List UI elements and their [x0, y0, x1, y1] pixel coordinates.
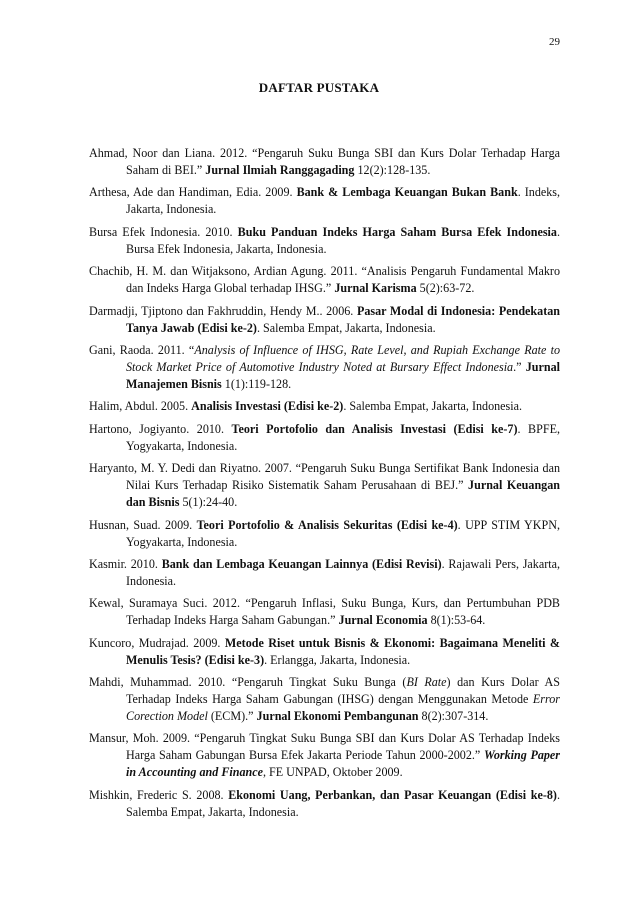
reference-text: Ahmad, Noor dan Liana. 2012. “Pengaruh Suku Bunga SBI dan Kurs Dolar Terhadap Harga Saham di BEI.” — [89, 146, 560, 177]
reference-text: Bursa Efek Indonesia. 2010. — [89, 224, 238, 239]
reference-emphasis: Buku Panduan Indeks Harga Saham Bursa Efek Indonesia — [237, 224, 557, 239]
reference-emphasis: Working Paper in Accounting and Finance — [126, 748, 560, 780]
reference-emphasis: BI Rate — [406, 675, 447, 690]
reference-emphasis: Teori Portofolio & Analisis Sekuritas (Edisi ke-4) — [196, 517, 458, 532]
reference-entry — [89, 398, 560, 415]
reference-entry — [89, 517, 560, 551]
reference-emphasis: Analysis of Influence of IHSG, Rate Level, and Rupiah Exchange Rate to Stock Market Price of Automotive Industry Noted at Bursary Effect Indonesia — [126, 342, 561, 374]
reference-entry — [89, 635, 560, 669]
reference-text: Hartono, Jogiyanto. 2010. — [89, 421, 232, 436]
reference-text: . Bursa Efek Indonesia, Jakarta, Indonesia. — [126, 224, 560, 256]
reference-emphasis: Jurnal Karisma — [334, 281, 417, 296]
reference-entry — [89, 184, 560, 218]
reference-entry — [89, 303, 560, 337]
reference-text: .” — [513, 359, 526, 374]
reference-text: 8(1):53-64. — [427, 613, 486, 628]
reference-entry — [89, 787, 560, 821]
reference-entry — [89, 342, 560, 393]
reference-text: , FE UNPAD, Oktober 2009. — [262, 765, 403, 780]
reference-entry — [89, 595, 560, 629]
reference-entry — [89, 421, 560, 455]
reference-text: . Erlangga, Jakarta, Indonesia. — [264, 652, 411, 667]
reference-emphasis: Metode Riset untuk Bisnis & Ekonomi: Bagaimana Meneliti & Menulis Tesis? (Edisi ke-3) — [126, 635, 560, 667]
reference-text: Gani, Raoda. 2011. “ — [89, 342, 195, 357]
reference-text: 12(2):128-135. — [354, 163, 431, 177]
reference-entry — [89, 556, 560, 590]
reference-text: ) dan Kurs Dolar AS Terhadap Indeks Harga Saham Gabungan (IHSG) dengan Menggunakan Metode — [126, 675, 560, 707]
reference-text: . Salemba Empat, Jakarta, Indonesia. — [256, 320, 436, 335]
reference-emphasis: Jurnal Manajemen Bisnis — [126, 359, 560, 391]
reference-text: 5(2):63-72. — [416, 281, 475, 296]
reference-text: Kuncoro, Mudrajad. 2009. — [89, 635, 225, 650]
reference-text: (ECM).” — [207, 709, 257, 724]
page-title: DAFTAR PUSTAKA — [258, 80, 380, 95]
reference-text: Arthesa, Ade dan Handiman, Edia. 2009. — [89, 185, 297, 200]
reference-entry — [89, 460, 560, 511]
reference-text: Husnan, Suad. 2009. — [89, 517, 197, 532]
reference-text: . Salemba Empat, Jakarta, Indonesia. — [343, 399, 523, 414]
page-number: 29 — [549, 36, 560, 48]
reference-text: . Salemba Empat, Jakarta, Indonesia. — [126, 787, 560, 819]
reference-text: 5(1):24-40. — [179, 495, 238, 510]
reference-text: Kewal, Suramaya Suci. 2012. “Pengaruh Inflasi, Suku Bunga, Kurs, dan Pertumbuhan PDB Terhadap Indeks Harga Saham Gabungan.” — [89, 596, 560, 628]
reference-text: . Indeks, Jakarta, Indonesia. — [126, 185, 561, 217]
reference-emphasis: Bank dan Lembaga Keuangan Lainnya (Edisi Revisi) — [161, 556, 442, 571]
reference-emphasis: Error Corection Model — [126, 692, 560, 724]
reference-entry — [89, 263, 560, 297]
reference-text: . UPP STIM YKPN, Yogyakarta, Indonesia. — [126, 517, 560, 549]
reference-emphasis: Ekonomi Uang, Perbankan, dan Pasar Keuangan (Edisi ke-8) — [228, 787, 557, 802]
reference-text: Mansur, Moh. 2009. “Pengaruh Tingkat Suku Bunga SBI dan Kurs Dolar AS Terhadap Indeks Harga Saham Gabungan Bursa Efek Jakarta Periode Tahun 2000-2002.” — [89, 731, 560, 763]
reference-text: Halim, Abdul. 2005. — [89, 399, 192, 414]
reference-emphasis: Teori Portofolio dan Analisis Investasi (Edisi ke-7) — [231, 421, 518, 436]
reference-text: . BPFE, Yogyakarta, Indonesia. — [126, 421, 560, 453]
reference-text: Haryanto, M. Y. Dedi dan Riyatno. 2007. “Pengaruh Suku Bunga Sertifikat Bank Indonesia dan Nilai Kurs Terhadap Risiko Sistematik Saham Perusahaan di BEJ.” — [89, 461, 560, 493]
reference-emphasis: Bank & Lembaga Keuangan Bukan Bank — [296, 185, 518, 200]
reference-entry — [89, 145, 560, 179]
reference-text: 1(1):119-128. — [221, 376, 292, 391]
reference-list — [89, 145, 560, 826]
reference-emphasis: Jurnal Keuangan dan Bisnis — [126, 478, 560, 510]
reference-entry — [89, 224, 560, 258]
reference-text: . Rajawali Pers, Jakarta, Indonesia. — [126, 556, 560, 588]
reference-text: Chachib, H. M. dan Witjaksono, Ardian Agung. 2011. “Analisis Pengaruh Fundamental Makro dan Indeks Harga Global terhadap IHSG.” — [89, 264, 560, 296]
reference-text: Mahdi, Muhammad. 2010. “Pengaruh Tingkat Suku Bunga ( — [89, 675, 407, 690]
reference-text: Kasmir. 2010. — [89, 556, 162, 571]
reference-emphasis: Jurnal Ekonomi Pembangunan — [256, 709, 419, 724]
reference-emphasis: Analisis Investasi (Edisi ke-2) — [191, 399, 344, 414]
reference-emphasis: Jurnal Economia — [338, 613, 428, 628]
reference-entry — [89, 730, 560, 781]
reference-entry — [89, 674, 560, 725]
reference-emphasis: Pasar Modal di Indonesia: Pendekatan Tanya Jawab (Edisi ke-2) — [126, 303, 560, 335]
reference-text: 8(2):307-314. — [418, 709, 489, 724]
reference-text: Mishkin, Frederic S. 2008. — [89, 787, 229, 802]
reference-emphasis: Jurnal Ilmiah Ranggagading — [205, 163, 355, 177]
reference-text: Darmadji, Tjiptono dan Fakhruddin, Hendy M.. 2006. — [89, 303, 357, 318]
